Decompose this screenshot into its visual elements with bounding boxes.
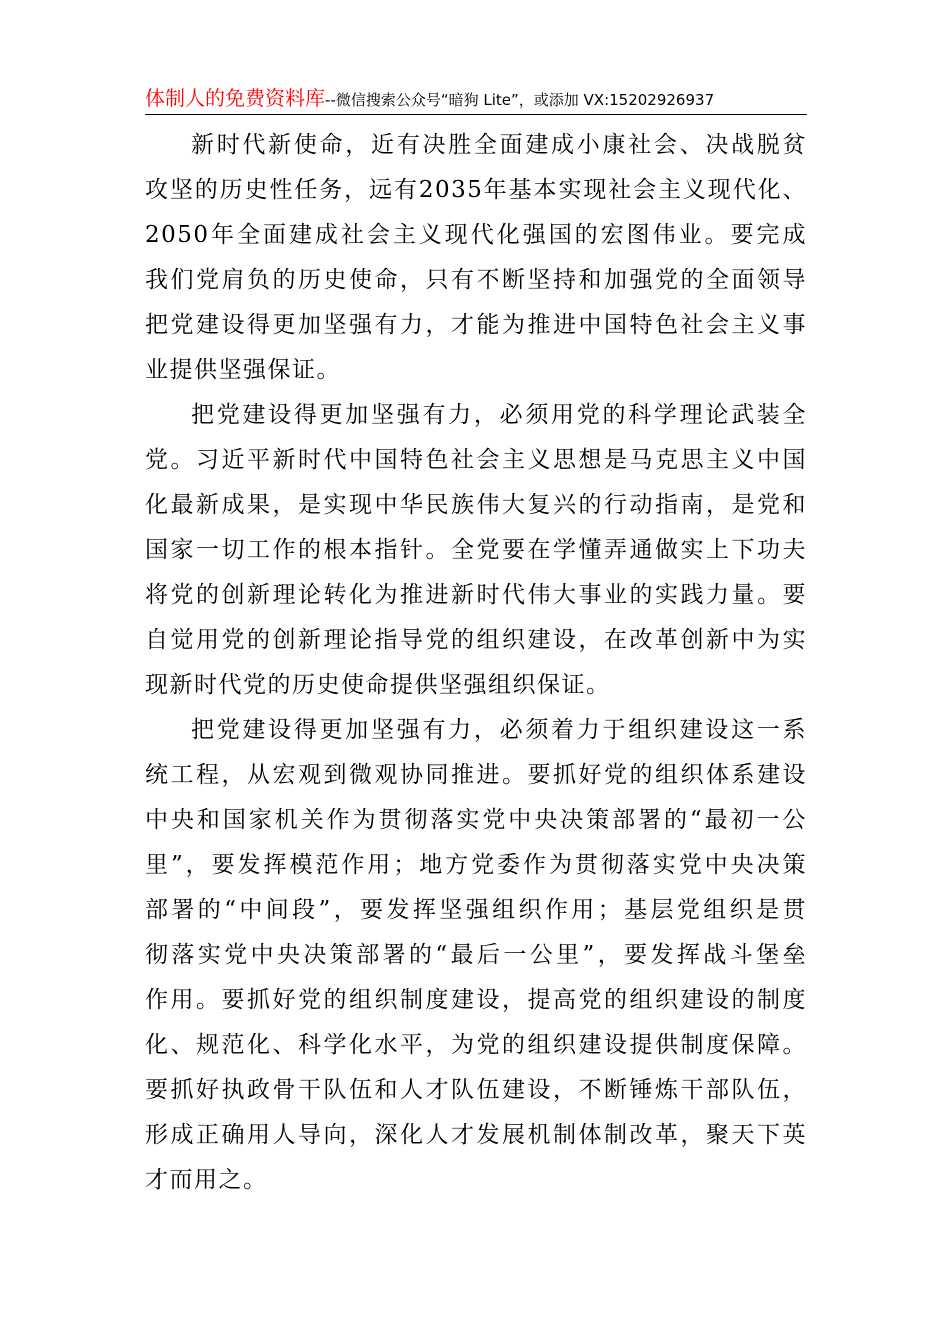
text-line: 统工程，从宏观到微观协同推进。要抓好党的组织体系建设 <box>145 762 807 788</box>
text-line: 攻坚的历史性任务，远有2035年基本实现社会主义现代化、 <box>145 177 807 203</box>
text-line: 要抓好执政骨干队伍和人才队伍建设，不断锤炼干部队伍， <box>145 1077 807 1103</box>
text-line: 把党建设得更加坚强有力，必须用党的科学理论武装全 <box>191 402 807 428</box>
text-line: 彻落实党中央决策部署的“最后一公里”，要发挥战斗堡垒 <box>145 942 807 968</box>
page-header <box>145 83 825 113</box>
text-line: 党。习近平新时代中国特色社会主义思想是马克思主义中国 <box>145 447 807 473</box>
text-line: 新时代新使命，近有决胜全面建成小康社会、决战脱贫 <box>191 132 807 158</box>
document-body <box>145 123 807 1203</box>
text-line: 里”，要发挥模范作用；地方党委作为贯彻落实党中央决策 <box>145 852 807 878</box>
text-line: 把党建设得更加坚强有力，才能为推进中国特色社会主义事 <box>145 312 807 338</box>
text-line: 中央和国家机关作为贯彻落实党中央决策部署的“最初一公 <box>145 807 807 833</box>
text-line: 化、规范化、科学化水平，为党的组织建设提供制度保障。 <box>145 1032 807 1058</box>
text-line: 自觉用党的创新理论指导党的组织建设，在改革创新中为实 <box>145 627 807 653</box>
paragraph-1 <box>145 123 807 393</box>
text-line: 国家一切工作的根本指针。全党要在学懂弄通做实上下功夫 <box>145 537 807 563</box>
text-line: 我们党肩负的历史使命，只有不断坚持和加强党的全面领导 <box>145 267 807 293</box>
paragraph-2 <box>145 393 807 708</box>
text-line: 现新时代党的历史使命提供坚强组织保证。 <box>145 672 611 698</box>
paragraph-3 <box>145 708 807 1203</box>
text-line: 2050年全面建成社会主义现代化强国的宏图伟业。要完成 <box>145 222 807 248</box>
text-line: 形成正确用人导向，深化人才发展机制体制改革，聚天下英 <box>145 1122 807 1148</box>
text-line: 部署的“中间段”，要发挥坚强组织作用；基层党组织是贯 <box>145 897 807 923</box>
text-line: 化最新成果，是实现中华民族伟大复兴的行动指南，是党和 <box>145 492 807 518</box>
text-line: 将党的创新理论转化为推进新时代伟大事业的实践力量。要 <box>145 582 807 608</box>
header-note: --微信搜索公众号“暗狗 Lite”，或添加 VX:15202926937 <box>325 91 715 109</box>
text-line: 业提供坚强保证。 <box>145 357 341 383</box>
text-line: 把党建设得更加坚强有力，必须着力于组织建设这一系 <box>191 717 807 743</box>
text-line: 才而用之。 <box>145 1167 268 1193</box>
text-line: 作用。要抓好党的组织制度建设，提高党的组织建设的制度 <box>145 987 807 1013</box>
header-divider <box>145 114 807 115</box>
header-brand: 体制人的免费资料库 <box>145 86 325 110</box>
